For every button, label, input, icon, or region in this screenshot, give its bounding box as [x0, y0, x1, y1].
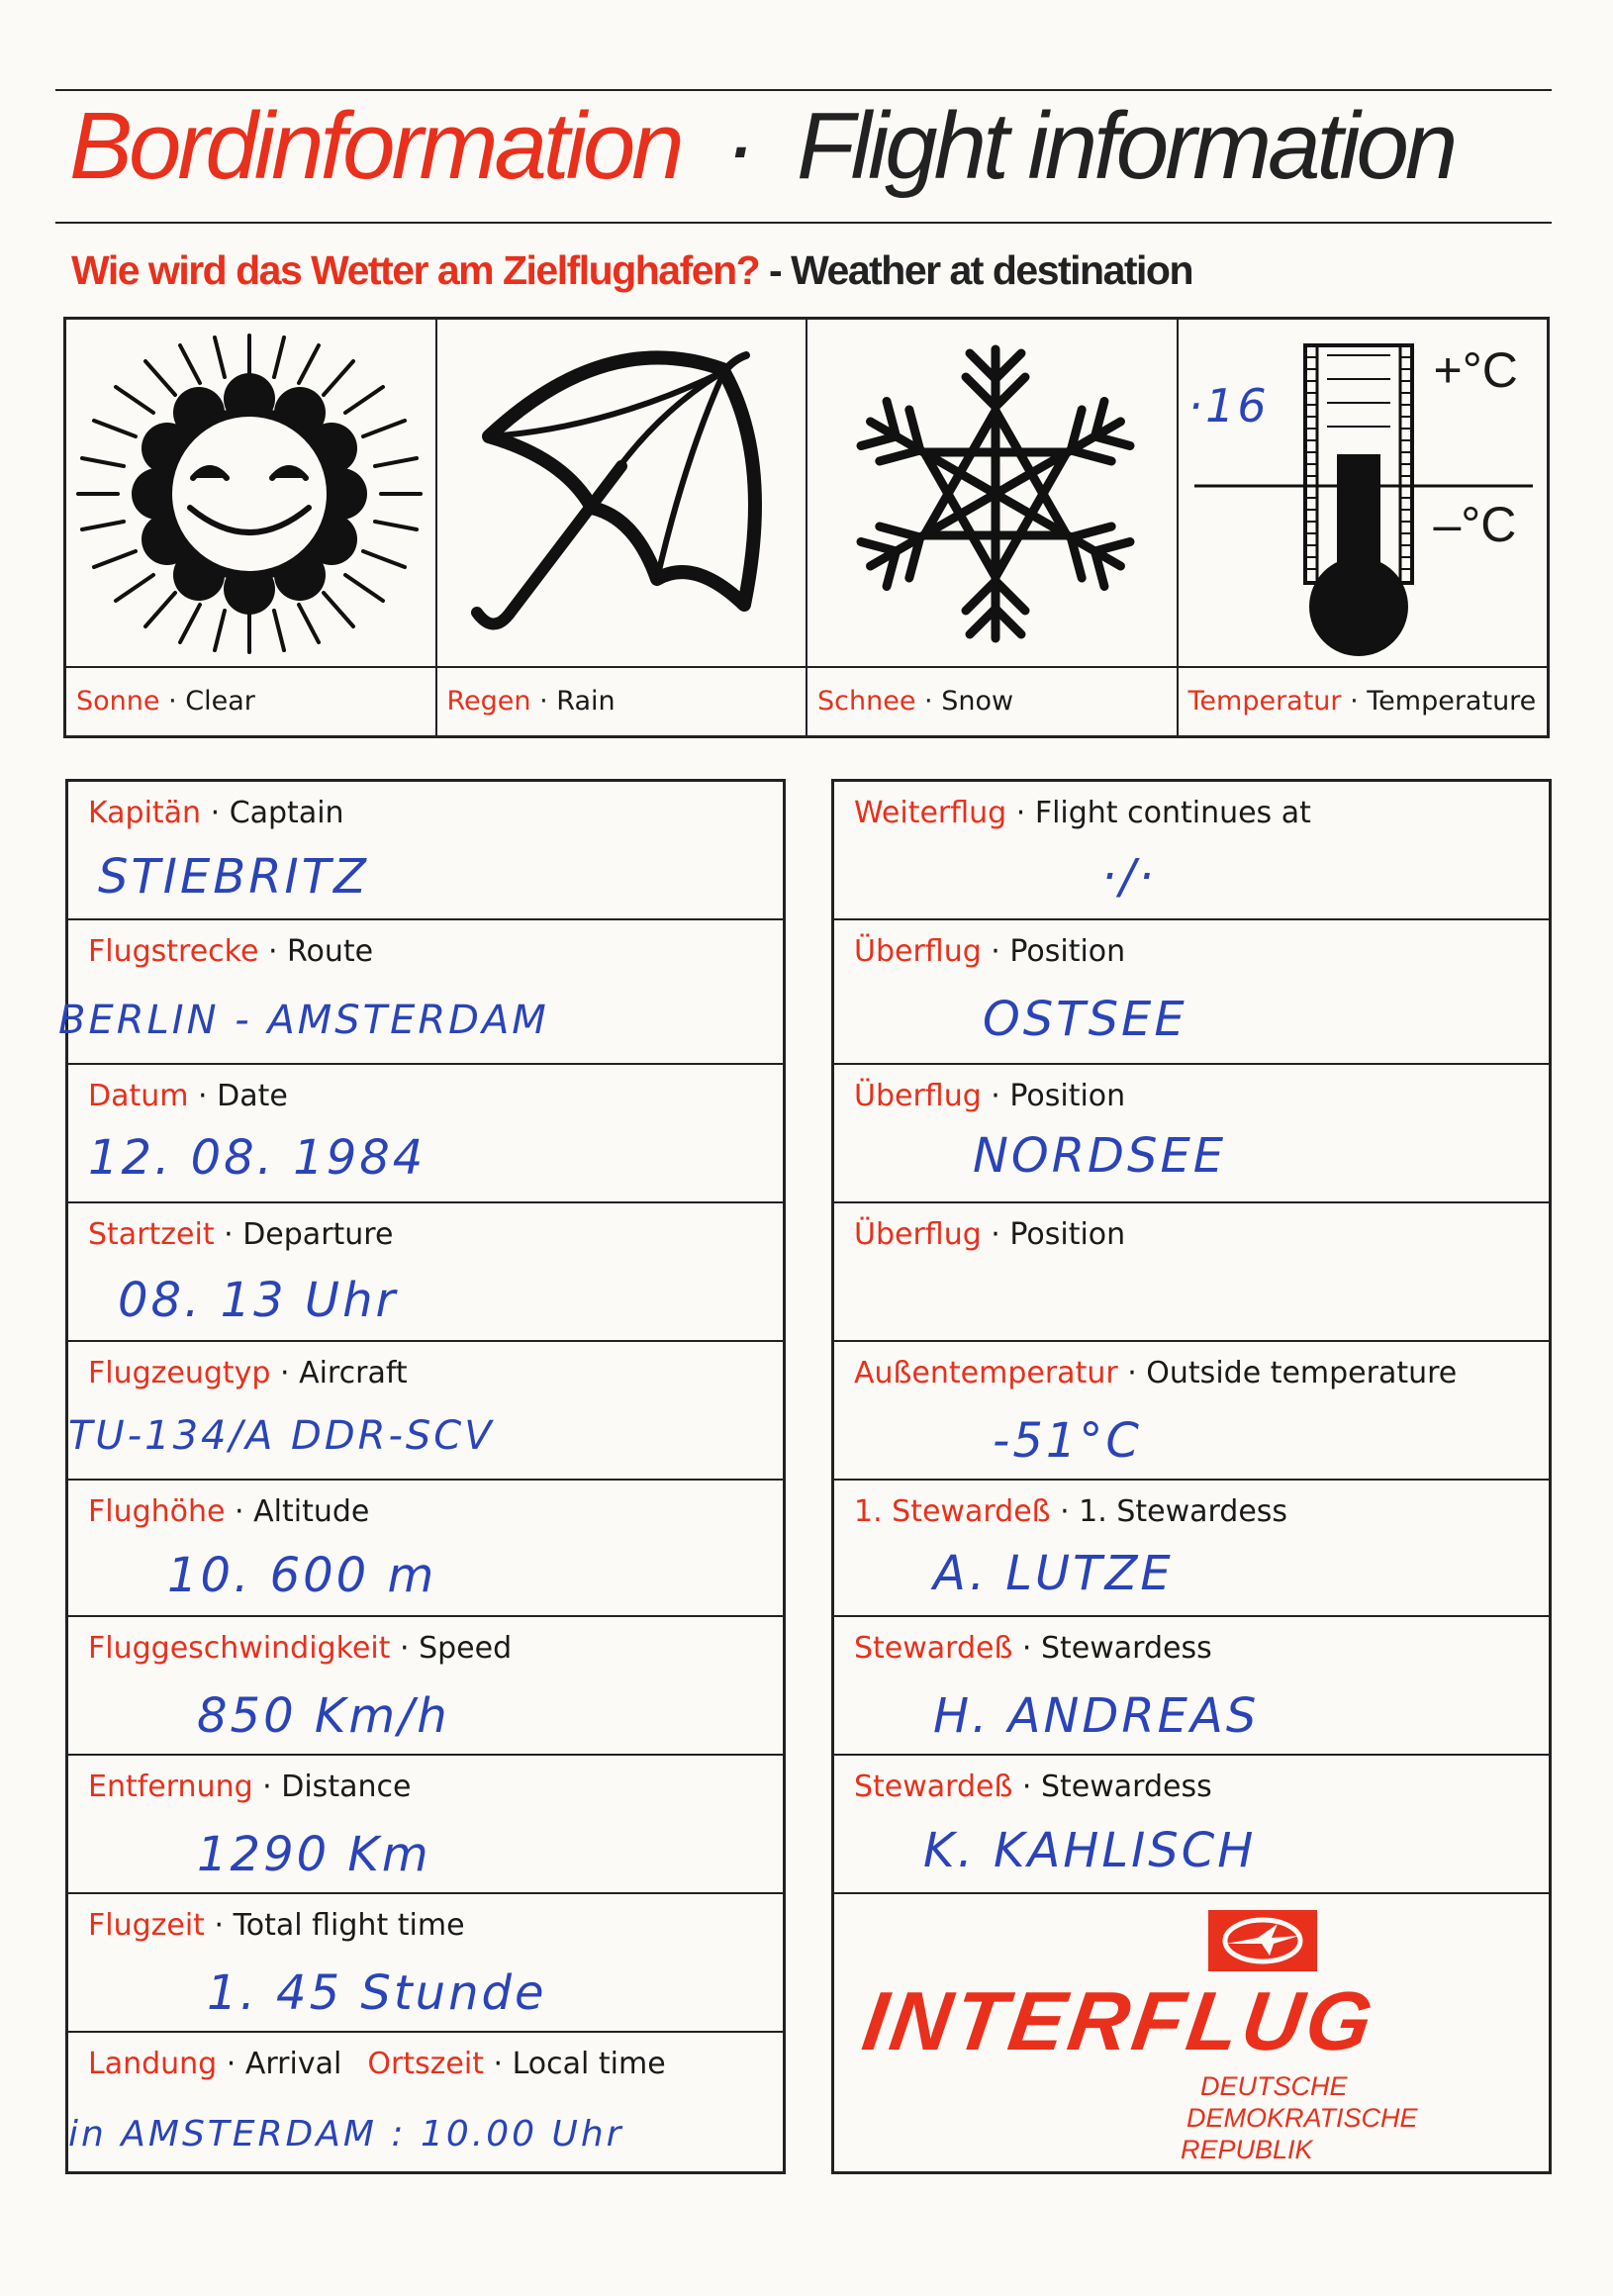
departure-value: 08. 13 Uhr: [118, 1273, 399, 1328]
weather-caption-temperature: Temperatur · Temperature: [1179, 666, 1548, 735]
field-stewardess-2: Stewardeß · Stewardess H. ANDREAS: [834, 1617, 1549, 1756]
logo-line-1: DEUTSCHE: [1200, 2071, 1348, 2101]
weather-caption-clear: Sonne · Clear: [66, 666, 435, 735]
thermo-minus-label: –°C: [1433, 497, 1517, 552]
weather-heading: [71, 247, 1192, 294]
page-title: [69, 93, 1554, 199]
field-first-stewardess: 1. Stewardeß · 1. Stewardess A. LUTZE: [834, 1481, 1549, 1617]
field-outside-temperature: Außentemperatur · Outside temperature -51°C: [834, 1342, 1549, 1481]
field-captain: Kapitän · Captain STIEBRITZ: [68, 782, 783, 920]
interflug-wordmark: INTERFLUG: [857, 1974, 1382, 2067]
weather-cell-temperature: [1179, 320, 1548, 735]
captain-value: STIEBRITZ: [98, 849, 369, 905]
arrival-value: in AMSTERDAM : 10.00 Uhr: [68, 2114, 624, 2154]
umbrella-icon: [437, 320, 804, 672]
field-departure: Startzeit · Departure 08. 13 Uhr: [68, 1203, 783, 1342]
snowflake-icon: [807, 320, 1184, 672]
stewardess-3-value: K. KAHLISCH: [923, 1823, 1257, 1878]
weather-heading-separator: -: [759, 247, 792, 293]
field-overflight-1: Überflug · Position OSTSEE: [834, 920, 1549, 1065]
field-stewardess-3: Stewardeß · Stewardess K. KAHLISCH: [834, 1756, 1549, 1894]
overflight-2-value: NORDSEE: [973, 1128, 1227, 1184]
field-distance: Entfernung · Distance 1290 Km: [68, 1756, 783, 1894]
overflight-1-value: OSTSEE: [983, 992, 1187, 1047]
logo-line-2: DEMOKRATISCHE: [1186, 2103, 1418, 2133]
weather-cell-snow: [807, 320, 1179, 735]
field-altitude: Flughöhe · Altitude 10. 600 m: [68, 1481, 783, 1617]
aircraft-value: TU-134/A DDR-SCV: [68, 1413, 495, 1459]
right-form-column: [831, 779, 1552, 2174]
title-separator: ·: [724, 93, 753, 199]
flight-continues-value: ·/·: [1101, 849, 1157, 905]
weather-caption-rain: Regen · Rain: [437, 666, 806, 735]
interflug-crane-logo: [1208, 1910, 1317, 1971]
weather-heading-english: Weather at destination: [791, 247, 1193, 293]
field-aircraft: Flugzeugtyp · Aircraft TU-134/A DDR-SCV: [68, 1342, 783, 1481]
stewardess-2-value: H. ANDREAS: [933, 1688, 1260, 1744]
first-stewardess-value: A. LUTZE: [933, 1546, 1174, 1601]
distance-value: 1290 Km: [197, 1827, 431, 1882]
top-rule: [55, 89, 1552, 91]
field-date: Datum · Date 12. 08. 1984: [68, 1065, 783, 1203]
field-route: Flugstrecke · Route BERLIN - AMSTERDAM: [68, 920, 783, 1065]
logo-subtitle: [1181, 2070, 1418, 2165]
field-overflight-2: Überflug · Position NORDSEE: [834, 1065, 1549, 1203]
flight-time-value: 1. 45 Stunde: [207, 1965, 547, 2021]
temperature-value: ·16: [1187, 379, 1270, 432]
speed-value: 850 Km/h: [197, 1688, 450, 1744]
left-form-column: [58, 779, 786, 2174]
field-overflight-3: Überflug · Position: [834, 1203, 1549, 1342]
weather-cell-clear: [66, 320, 437, 735]
weather-caption-snow: Schnee · Snow: [807, 666, 1177, 735]
field-arrival: Landung · Arrival Ortszeit · Local time in AMSTERDAM : 10.00 Uhr: [68, 2047, 666, 2154]
date-value: 12. 08. 1984: [88, 1130, 427, 1186]
sun-icon: [66, 320, 432, 672]
field-flight-time: Flugzeit · Total flight time 1. 45 Stunde: [68, 1894, 783, 2033]
field-flight-continues: Weiterflug · Flight continues at ·/·: [834, 782, 1549, 920]
title-english: Flight information: [796, 93, 1455, 199]
weather-cell-rain: [437, 320, 808, 735]
route-value: BERLIN - AMSTERDAM: [58, 998, 549, 1043]
outside-temperature-value: -51°C: [993, 1413, 1142, 1469]
interflug-logo-area: [834, 1894, 1549, 2171]
weather-grid: [63, 317, 1550, 738]
weather-heading-german: Wie wird das Wetter am Zielflughafen?: [71, 247, 760, 293]
title-rule: [55, 222, 1552, 224]
altitude-value: 10. 600 m: [167, 1548, 437, 1603]
logo-line-3: REPUBLIK: [1181, 2135, 1313, 2164]
title-german: Bordinformation: [69, 93, 681, 199]
field-speed: Fluggeschwindigkeit · Speed 850 Km/h: [68, 1617, 783, 1756]
thermo-plus-label: +°C: [1433, 342, 1518, 398]
